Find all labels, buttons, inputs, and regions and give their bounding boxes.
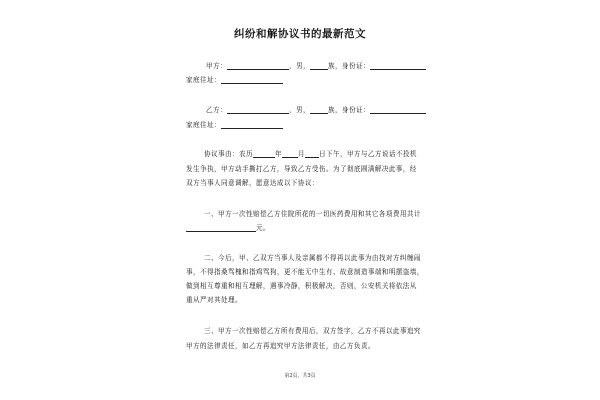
clause-2-line-1: 二、今后，甲、乙双方当事人及亲属都不得再以此事为由找对方纠缠闹	[204, 254, 421, 262]
clause-2-line-4: 重从严对其处理。	[186, 296, 242, 304]
matter-line-2: 发生争执，甲方动手撕打乙方，导致乙方受伤。为了彻底圆满解决此事，经	[186, 165, 417, 173]
page-number-footer: 第2页，共3页	[284, 373, 316, 379]
party-b-address-line	[186, 121, 283, 129]
party-a-gender: ，男，	[288, 62, 310, 70]
party-b-gender: ，男，	[288, 106, 310, 114]
clause-3-line-1: 三、甲方一次性赔偿乙方所有费用后，双方签字，乙方不再以此事追究	[204, 327, 421, 335]
party-b-line	[206, 106, 426, 114]
clause-2-line-2: 事，不得指桑骂槐和指鸡骂狗，更不能无中生有、故意制造事端和明摆盗墙，	[186, 268, 424, 276]
party-b-name-blank	[227, 106, 289, 114]
party-b-address-blank	[221, 121, 283, 129]
matter-line-1	[204, 150, 417, 158]
party-a-ethnicity: 族，身份证：	[327, 62, 370, 70]
matter-day-blank	[305, 150, 319, 158]
party-a-ethnicity-blank	[310, 62, 328, 70]
party-b-label: 乙方：	[206, 106, 227, 114]
document-title: 纠纷和解协议书的最新范文	[234, 28, 366, 40]
matter-year-blank	[253, 150, 275, 158]
party-a-label: 甲方：	[206, 62, 227, 70]
party-a-name-blank	[227, 62, 289, 70]
party-a-address-line	[186, 76, 283, 84]
matter-month-blank	[282, 150, 298, 158]
clause-2-line-3: 做到相互尊重和相互理解，遇事冷静，积极解决，否则，公安机关将依法从	[186, 282, 417, 290]
matter-text-c: 月	[297, 150, 305, 158]
party-b-ethnicity: 族，身份证：	[327, 106, 370, 114]
matter-text-d: 日下午，甲方与乙方说话不投机	[318, 150, 417, 158]
party-a-address-blank	[221, 76, 283, 84]
party-b-id-blank	[370, 106, 426, 114]
party-a-id-blank	[370, 62, 426, 70]
matter-text-a: 协议事由：农历	[204, 150, 253, 158]
clause-1-amount-blank	[186, 224, 256, 232]
party-a-address-label: 家庭住址：	[186, 76, 221, 84]
clause-3-line-2: 甲方的法律责任，如乙方再追究甲方法律责任，由乙方负责。	[186, 342, 375, 350]
clause-1-yuan: 元。	[256, 224, 270, 232]
party-b-address-label: 家庭住址：	[186, 121, 221, 129]
party-b-ethnicity-blank	[310, 106, 328, 114]
matter-line-3: 双方当事人同意调解，愿意达成以下协议：	[186, 179, 319, 187]
clause-1-line-2	[186, 224, 270, 232]
clause-1-line-1: 一、甲方一次性赔偿乙方住院所花的一切医药费用和其它各项费用共计	[204, 210, 421, 218]
party-a-line	[206, 62, 426, 70]
matter-text-b: 年	[274, 150, 282, 158]
